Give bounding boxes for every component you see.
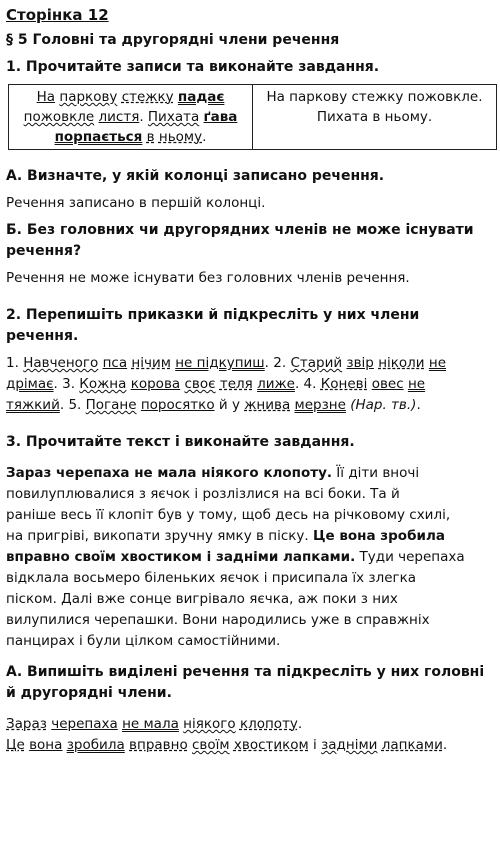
word: клопоту [239, 716, 298, 732]
word: вправно [129, 737, 188, 753]
task3-heading: 3. Прочитайте текст і виконайте завдання. [6, 434, 355, 450]
word: дрімає [6, 376, 54, 392]
word: теля [219, 376, 253, 392]
task3-answer [6, 714, 494, 756]
word: хвостиком [233, 737, 309, 753]
text-line: панцирах і були цілком самостійними. [6, 633, 281, 649]
word: Погане [85, 397, 137, 413]
word: Навченого [23, 355, 99, 371]
num: 1. [6, 355, 19, 371]
task1-question-a: А. Визначте, у якій колонці записано речення. [6, 168, 385, 184]
punct: . [442, 737, 448, 753]
word: листя [98, 109, 140, 125]
comparison-table [8, 84, 497, 150]
word: жнива [244, 397, 291, 413]
word: тяжкий [6, 397, 60, 413]
question-line: й другорядні члени. [6, 685, 172, 701]
word: не мала [122, 716, 179, 732]
task3-question-a [6, 662, 494, 704]
column-two [253, 85, 497, 150]
question-line: Б. Без головних чи другорядних членів не може існувати [6, 222, 474, 238]
highlighted-sentence: вправно своїм хвостиком і задніми лапками. [6, 549, 356, 565]
task2-proverbs: 1. Навченого пса нічим не підкупиш. 2. Старий звір ніколи не дрімає. 3. Кожна корова своє теля лиже. 4. Коневі овес не тяжкий. 5. Погане поросятко й у жнива мерзне (Нар. тв.). [6, 355, 447, 413]
text-part: Її діти вночі [332, 465, 420, 481]
text-part: на пригріві, викопати зручну ямку в піску. [6, 528, 313, 544]
column-one: На паркову стежку падає пожовкле листя. Пихата ґава порпається в ньому. [9, 85, 253, 150]
highlighted-sentence: Зараз черепаха не мала ніякого клопоту. [6, 465, 333, 481]
punct: . 2. [264, 355, 287, 371]
word: в [146, 129, 155, 145]
word: своїм [192, 737, 230, 753]
text-line: повилуплювалися з яєчок і розлізлися на всі боки. Та й [6, 486, 400, 502]
word: не [428, 355, 447, 371]
word: Коневі [320, 376, 368, 392]
word: порпається [54, 129, 143, 145]
word: звір [346, 355, 374, 371]
punct: . 5. [59, 397, 82, 413]
task1-answer-a: Речення записано в першій колонці. [6, 195, 266, 211]
word: лиже [257, 376, 295, 392]
source-note: (Нар. тв.) [350, 397, 417, 413]
task1-heading: 1. Прочитайте записи та виконайте завдання. [6, 59, 380, 75]
word: ніколи [378, 355, 425, 371]
task2-heading: 2. Перепишіть приказки й підкресліть у них члени речення. [6, 307, 420, 344]
word: овес [371, 376, 404, 392]
text-line: раніше весь її клопіт був у тому, щоб десь на річковому схилі, [6, 507, 451, 523]
word: Старий [290, 355, 343, 371]
question-line: А. Випишіть виділені речення та підкресліть у них головні [6, 664, 485, 680]
word: черепаха [51, 716, 118, 732]
page-number: Сторінка 12 [6, 6, 109, 24]
word: нічим [131, 355, 171, 371]
word: задніми [321, 737, 378, 753]
word: поросятко [140, 397, 215, 413]
word: й у [218, 397, 240, 413]
task1-answer-b: Речення не може існувати без головних членів речення. [6, 270, 410, 286]
word: корова [130, 376, 181, 392]
text-line: піском. Далі вже сонце вигрівало яєчка, аж поки з них [6, 591, 398, 607]
punct: . [297, 716, 303, 732]
section-title: § 5 Головні та другорядні члени речення [6, 32, 340, 48]
word: лапками [381, 737, 443, 753]
word: вона [29, 737, 63, 753]
word: і [313, 737, 317, 753]
text-part: Туди черепаха [355, 549, 465, 565]
word: Зараз [6, 716, 47, 732]
word: ґава [203, 109, 238, 125]
punct: . 4. [294, 376, 317, 392]
word: зробила [66, 737, 125, 753]
word: ніякого [183, 716, 236, 732]
word: ньому [158, 129, 203, 145]
highlighted-sentence: Це вона зробила [312, 528, 445, 544]
word: стежку [121, 89, 174, 105]
column-two-line: На паркову стежку пожовкле. [266, 89, 483, 105]
word: своє [184, 376, 216, 392]
word: пса [102, 355, 128, 371]
task3-text [6, 463, 494, 652]
word: На [36, 89, 56, 105]
punct: . 3. [53, 376, 75, 392]
text-line: вилупилися черепашки. Вони народились уже в справжніх [6, 612, 430, 628]
word: не підкупиш [175, 355, 265, 371]
column-two-line: Пихата в ньому. [316, 109, 433, 125]
word: не [407, 376, 426, 392]
word: Кожна [79, 376, 127, 392]
word: паркову [59, 89, 118, 105]
word: Це [6, 737, 25, 753]
task1-question-b [6, 220, 494, 262]
word: Пихата [147, 109, 200, 125]
word: пожовкле [23, 109, 95, 125]
word: мерзне [294, 397, 346, 413]
question-line: речення? [6, 243, 82, 259]
word: падає [177, 89, 225, 105]
text-line: відклала восьмеро біленьких яєчок і присипала їх злегка [6, 570, 417, 586]
